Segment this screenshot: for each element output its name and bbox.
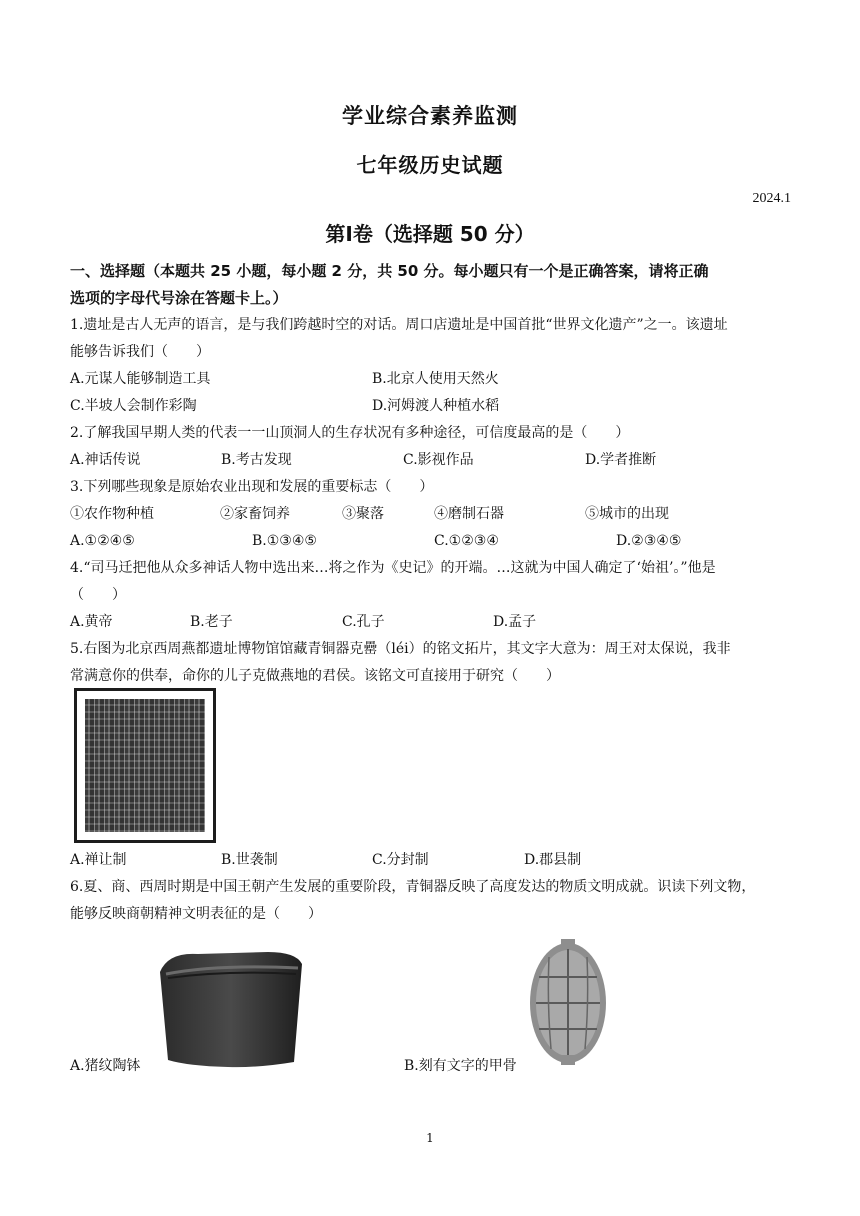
q6-stem-line-1: 6.夏、商、西周时期是中国王朝产生发展的重要阶段，青铜器反映了高度发达的物质文明成就。识读下列文物， (70, 879, 756, 895)
q6-option-a: A.猪纹陶钵 (70, 1058, 141, 1074)
q5-option-a: A.禅让制 (70, 852, 127, 868)
q1-option-b: B.北京人使用天然火 (372, 371, 499, 387)
q3-statement-1: ①农作物种植 (70, 506, 154, 522)
inscribed-oracle-bone-image (527, 937, 609, 1067)
q2-option-b: B.考古发现 (221, 452, 292, 468)
q3-option-a: A.①②④⑤ (70, 533, 135, 549)
q1-option-d: D.河姆渡人种植水稻 (372, 398, 500, 414)
q6-stem-line-2: 能够反映商朝精神文明表征的是（ ） (70, 906, 322, 922)
page-number: 1 (426, 1131, 434, 1145)
q4-option-b: B.老子 (190, 614, 233, 630)
q4-option-a: A.黄帝 (70, 614, 113, 630)
section-title: 第Ⅰ卷（选择题 50 分） (325, 222, 535, 246)
q4-option-c: C.孔子 (342, 614, 385, 630)
q3-option-c: C.①②③④ (434, 533, 499, 549)
q4-stem-line-2: （ ） (70, 587, 126, 603)
instructions-line-1: 一、选择题（本题共 25 小题，每小题 2 分，共 50 分。每小题只有一个是正确答案，请将正确 (70, 262, 709, 280)
q1-stem-line-2: 能够告诉我们（ ） (70, 344, 210, 360)
q5-stem-line-2: 常满意你的供奉，命你的儿子克做燕地的君侯。该铭文可直接用于研究（ ） (70, 668, 560, 684)
q3-statement-3: ③聚落 (342, 506, 384, 522)
q3-statement-4: ④磨制石器 (434, 506, 504, 522)
pig-pattern-pottery-bowl-image (158, 950, 304, 1068)
q5-option-c: C.分封制 (372, 852, 429, 868)
q3-option-b: B.①③④⑤ (252, 533, 317, 549)
instructions-line-2: 选项的字母代号涂在答题卡上。） (70, 289, 288, 307)
q3-option-d: D.②③④⑤ (616, 533, 682, 549)
q1-option-a: A.元谋人能够制造工具 (70, 371, 211, 387)
q2-stem: 2.了解我国早期人类的代表一一山顶洞人的生存状况有多种途径，可信度最高的是（ ） (70, 425, 630, 441)
exam-title: 学业综合素养监测 (342, 104, 518, 128)
q4-stem-line-1: 4.“司马迁把他从众多神话人物中选出来…将之作为《史记》的开端。…这就为中国人确定了‘始祖’。”他是 (70, 560, 716, 576)
q3-statement-2: ②家畜饲养 (220, 506, 290, 522)
q2-option-a: A.神话传说 (70, 452, 141, 468)
q6-option-b: B.刻有文字的甲骨 (404, 1058, 517, 1074)
q4-option-d: D.孟子 (493, 614, 537, 630)
q3-statement-5: ⑤城市的出现 (585, 506, 669, 522)
q5-option-b: B.世袭制 (221, 852, 278, 868)
exam-date: 2024.1 (752, 191, 791, 206)
q2-option-c: C.影视作品 (403, 452, 474, 468)
q5-option-d: D.郡县制 (524, 852, 582, 868)
q5-stem-line-1: 5.右图为北京西周燕都遗址博物馆馆藏青铜器克罍（léi）的铭文拓片，其文字大意为：周王对太保说，我非 (70, 641, 731, 657)
q2-option-d: D.学者推断 (585, 452, 657, 468)
exam-subtitle: 七年级历史试题 (356, 153, 504, 177)
q3-stem: 3.下列哪些现象是原始农业出现和发展的重要标志（ ） (70, 479, 434, 495)
q1-stem-line-1: 1.遗址是古人无声的语言，是与我们跨越时空的对话。周口店遗址是中国首批“世界文化遗产”之一。该遗址 (70, 317, 728, 333)
bronze-inscription-rubbing-image (74, 688, 216, 843)
q1-option-c: C.半坡人会制作彩陶 (70, 398, 197, 414)
